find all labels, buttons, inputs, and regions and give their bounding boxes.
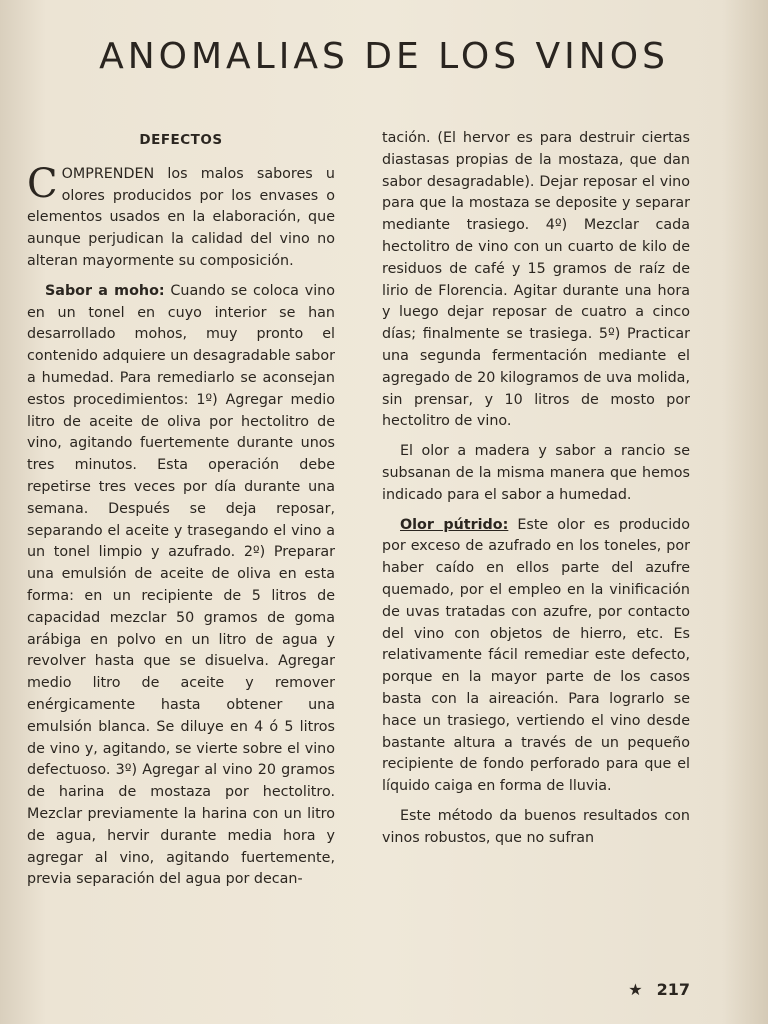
right-column (382, 128, 690, 850)
putrido-paragraph (382, 515, 690, 798)
moho-paragraph (27, 281, 335, 891)
metodo-paragraph: Este método da buenos resultados con vinos robustos, que no sufran (382, 807, 690, 846)
star-icon: ★ (628, 980, 643, 999)
page-folio (628, 980, 690, 999)
continuation-paragraph: tación. (El hervor es para destruir ciertas diastasas propias de la mostaza, que dan sabor desagradable). Dejar reposar el vino para que la mostaza se deposite y separar mediante trasiego. 4º) Mezclar cada hectolitro de vino con un cuarto de kilo de residuos de café y 15 gramos de raíz de lirio de Florencia. Agitar durante una hora y luego dejar reposar de cuatro a cinco días; finalmente se trasiega. 5º) Practicar una segunda fermentación mediante el agregado de 20 kilogramos de uva molida, sin prensar, y 10 litros de mosto por hectolitro de vino. (382, 130, 690, 430)
section-heading: DEFECTOS (139, 132, 223, 148)
putrido-term: Olor pútrido: (400, 516, 509, 533)
moho-term: Sabor a moho: (45, 282, 165, 299)
intro-paragraph (27, 160, 335, 273)
intro-text: OMPRENDEN los malos sabores u olores producidos por los envases o elementos usados en la elaboración, que aunque perjudican la calidad del vino no alteran mayormente su composición. (27, 165, 335, 269)
left-column (27, 128, 335, 891)
drop-cap: C (27, 160, 58, 207)
putrido-text: Este olor es producido por exceso de azufrado en los toneles, por haber caído en ellos parte del azufre quemado, por el empleo en la vinificación de uvas tratadas con azufre, por contacto del vino con objetos de hierro, etc. Es relativamente fácil remediar este defecto, porque en la mayor parte de los casos basta con la aireación. Para lograrlo se hace un trasiego, vertiendo el vino desde bastante altura a través de un pequeño recipiente de fondo perforado para que el líquido caiga en forma de lluvia. (382, 516, 690, 795)
madera-paragraph: El olor a madera y sabor a rancio se subsanan de la misma manera que hemos indicado para el sabor a humedad. (382, 443, 690, 503)
page-title: ANOMALIAS DE LOS VINOS (99, 36, 669, 77)
moho-text: Cuando se coloca vino en un tonel en cuyo interior se han desarrollado mohos, muy pronto el contenido adquiere un desagradable sabor a humedad. Para remediarlo se aconsejan estos procedimientos: 1º) Agregar medio litro de aceite de oliva por hectolitro de vino, agitando fuertemente durante unos tres minutos. Esta operación debe repetirse tres veces por día durante una semana. Después se deja reposar, separando el aceite y trasegando el vino a un tonel limpio y azufrado. 2º) Preparar una emulsión de aceite de oliva en esta forma: en un recipiente de 5 litros de capacidad mezclar 50 gramos de goma arábiga en polvo en un litro de agua y revolver hasta que se disuelva. Agregar medio litro de aceite y remover enérgicamente hasta obtener una emulsión blanca. Se diluye en 4 ó 5 litros de vino y, agitando, se vierte sobre el vino defectuoso. 3º) Agregar al vino 20 gramos de harina de mostaza por hectolitro. Mezclar previamente la harina con un litro de agua, hervir durante media hora y agregar al vino, agitando fuertemente, previa separación del agua por decan- (27, 282, 335, 888)
page-number: 217 (656, 980, 690, 999)
